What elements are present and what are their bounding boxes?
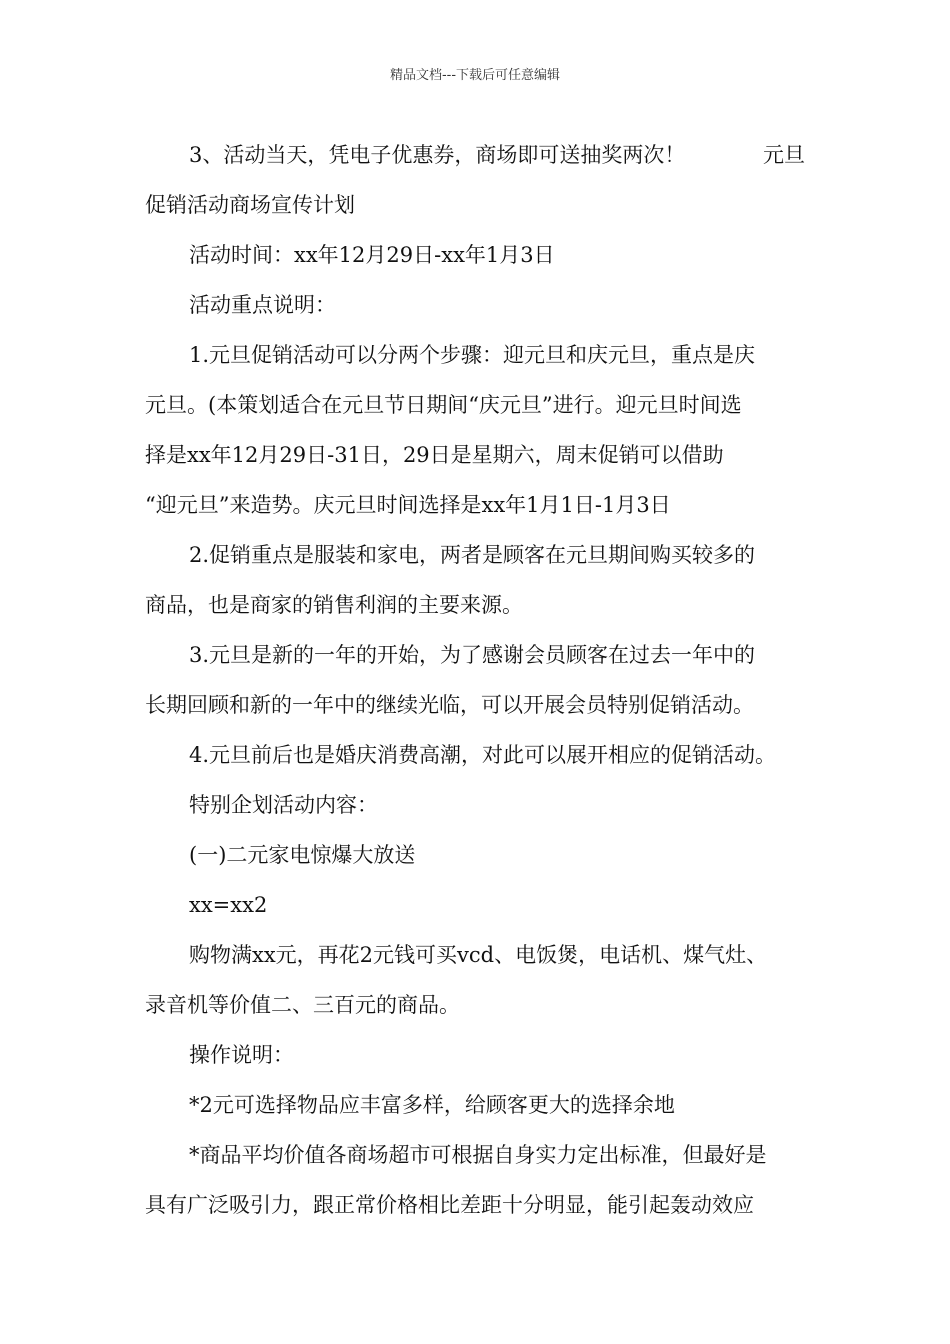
paragraph-line: 3.元旦是新的一年的开始，为了感谢会员顾客在过去一年中的 — [189, 643, 756, 667]
paragraph-line: (一)二元家电惊爆大放送 — [189, 843, 416, 867]
document-body — [145, 130, 835, 1230]
paragraph-line: 具有广泛吸引力，跟正常价格相比差距十分明显，能引起轰动效应 — [145, 1193, 754, 1217]
paragraph-line: 商品，也是商家的销售利润的主要来源。 — [145, 593, 523, 617]
paragraph-line: 择是xx年12月29日-31日，29日是星期六，周末促销可以借助 — [145, 443, 724, 467]
paragraph-line: 1.元旦促销活动可以分两个步骤：迎元旦和庆元旦，重点是庆 — [189, 343, 756, 367]
paragraph-line: 长期回顾和新的一年中的继续光临，可以开展会员特别促销活动。 — [145, 693, 754, 717]
paragraph-line: *2元可选择物品应丰富多样，给顾客更大的选择余地 — [189, 1093, 675, 1117]
paragraph-line: 活动时间：xx年12月29日-xx年1月3日 — [189, 243, 555, 267]
page-header: 精品文档---下载后可任意编辑 — [389, 68, 561, 83]
paragraph-line: 活动重点说明： — [189, 293, 336, 317]
paragraph-line: 录音机等价值二、三百元的商品。 — [145, 993, 460, 1017]
paragraph-text: 3、活动当天，凭电子优惠券，商场即可送抽奖两次！ — [189, 143, 686, 167]
paragraph-line — [145, 130, 835, 180]
paragraph-line: “迎元旦”来造势。庆元旦时间选择是xx年1月1日-1月3日 — [145, 493, 671, 517]
paragraph-line: 操作说明： — [189, 1043, 294, 1067]
paragraph-line: 购物满xx元，再花2元钱可买vcd、电饭煲，电话机、煤气灶、 — [189, 943, 768, 967]
paragraph-line: *商品平均价值各商场超市可根据自身实力定出标准，但最好是 — [189, 1143, 767, 1167]
paragraph-line: 2.促销重点是服装和家电，两者是顾客在元旦期间购买较多的 — [189, 543, 756, 567]
paragraph-line: 特别企划活动内容： — [189, 793, 378, 817]
paragraph-line: 促销活动商场宣传计划 — [145, 193, 355, 217]
paragraph-line: xx=xx2 — [189, 893, 268, 917]
paragraph-line: 4.元旦前后也是婚庆消费高潮，对此可以展开相应的促销活动。 — [189, 743, 777, 767]
paragraph-line: 元旦。(本策划适合在元旦节日期间“庆元旦”进行。迎元旦时间选 — [145, 393, 742, 417]
heading-tail: 元旦 — [763, 143, 805, 167]
